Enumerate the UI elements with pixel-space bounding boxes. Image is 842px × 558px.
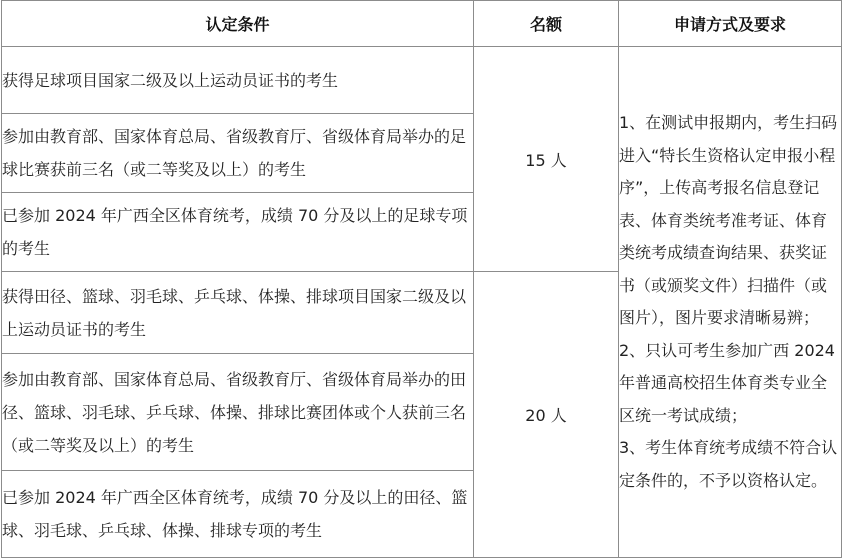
method-item: 2、只认可考生参加广西 2024 年普通高校招生体育类专业全区统一考试成绩； [619,340,835,425]
quota-cell: 15 人 [474,47,619,272]
condition-cell: 已参加 2024 年广西全区体育统考，成绩 70 分及以上的足球专项的考生 [2,193,474,272]
condition-cell: 参加由教育部、国家体育总局、省级教育厅、省级体育局举办的田径、篮球、羽毛球、乒乓球、体操、排球比赛团体或个人获前三名（或二等奖及以上）的考生 [2,354,474,471]
eligibility-table [1,0,842,558]
condition-cell: 获得田径、篮球、羽毛球、乒乓球、体操、排球项目国家二级及以上运动员证书的考生 [2,272,474,354]
method-item: 1、在测试申报期内，考生扫码进入“特长生资格认定申报小程序”，上传高考报名信息登记表、体育类统考准考证、体育类统考成绩查询结果、获奖证书（或颁奖文件）扫描件（或图片），图片要求清晰易辨； [619,113,838,327]
table-row [2,47,842,114]
header-condition: 认定条件 [2,1,474,47]
header-row [2,1,842,47]
header-method: 申请方式及要求 [619,1,842,47]
condition-cell: 已参加 2024 年广西全区体育统考，成绩 70 分及以上的田径、篮球、羽毛球、乒乓球、体操、排球专项的考生 [2,471,474,558]
method-item: 3、考生体育统考成绩不符合认定条件的，不予以资格认定。 [619,438,838,490]
condition-cell: 参加由教育部、国家体育总局、省级教育厅、省级体育局举办的足球比赛获前三名（或二等奖及以上）的考生 [2,114,474,193]
condition-cell: 获得足球项目国家二级及以上运动员证书的考生 [2,47,474,114]
method-cell [619,47,842,558]
header-quota: 名额 [474,1,619,47]
quota-cell: 20 人 [474,272,619,558]
